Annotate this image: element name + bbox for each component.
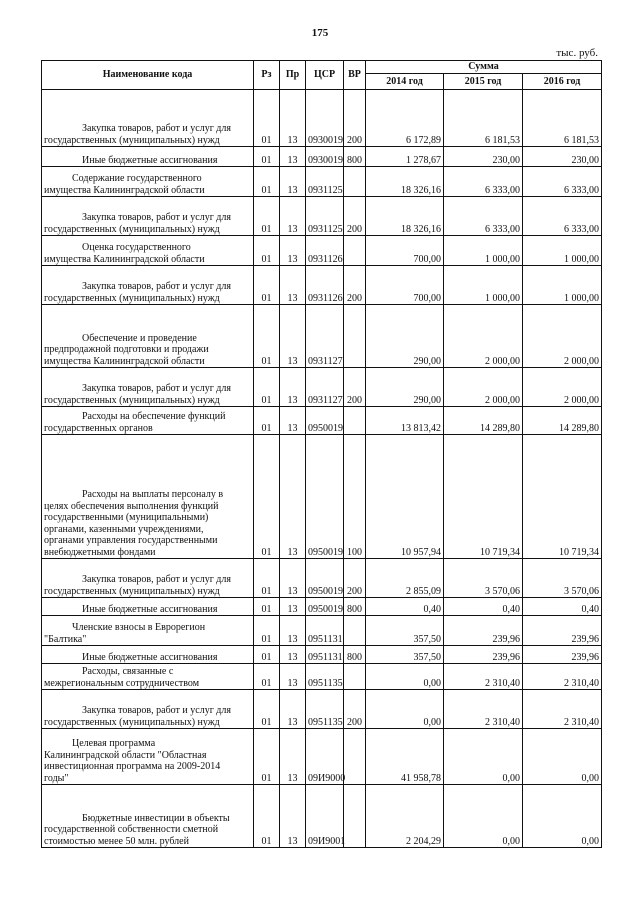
row-sum-2016: 10 719,34 [523,435,602,559]
row-name [42,729,254,785]
row-sum-2016: 2 000,00 [523,368,602,407]
row-name-line: Закупка товаров, работ и услуг для [82,705,231,716]
table-row [42,368,602,407]
row-rz: 01 [254,435,280,559]
row-sum-2014: 0,00 [366,664,444,690]
row-name-line: инвестиционная программа на 2009-2014 [44,761,221,772]
row-name-line: органами, казенными учреждениями, [44,523,204,535]
row-sum-2016: 1 000,00 [523,266,602,305]
row-sum-2015: 230,00 [444,147,523,167]
row-csr: 0931125 [306,167,344,197]
row-vr: 800 [344,147,366,167]
row-sum-2014: 2 204,29 [366,785,444,848]
row-pr: 13 [280,147,306,167]
row-sum-2016: 230,00 [523,147,602,167]
row-name [42,690,254,729]
header-csr: ЦСР [306,61,344,90]
row-rz: 01 [254,664,280,690]
page-number: 175 [311,27,329,39]
row-pr: 13 [280,435,306,559]
row-vr: 200 [344,266,366,305]
row-name-line: межрегиональным сотрудничеством [44,677,200,689]
row-sum-2014: 357,50 [366,616,444,646]
row-name [42,785,254,848]
header-2016: 2016 год [523,74,602,90]
units-label: тыс. руб. [556,47,598,59]
row-pr: 13 [280,729,306,785]
row-vr [344,664,366,690]
row-sum-2016: 239,96 [523,646,602,664]
row-vr: 200 [344,368,366,407]
row-sum-2015: 6 333,00 [444,197,523,236]
row-rz: 01 [254,616,280,646]
row-csr: 0951131 [306,616,344,646]
row-sum-2014: 0,40 [366,598,444,616]
row-sum-2014: 290,00 [366,305,444,368]
row-vr: 200 [344,90,366,147]
row-name-line: стоимостью менее 50 млн. рублей [44,835,189,847]
header-2015: 2015 год [444,74,523,90]
row-name-line: внебюджетными фондами [44,546,156,558]
header-name: Наименование кода [42,61,254,90]
row-name-line: государственных (муниципальных) нужд [44,394,220,406]
table-row [42,407,602,435]
table-row [42,664,602,690]
row-name-line: Целевая программа [72,738,156,749]
row-name-line: государственной собственности сметной [44,824,219,835]
row-sum-2014: 18 326,16 [366,167,444,197]
row-name [42,664,254,690]
row-sum-2016: 6 333,00 [523,167,602,197]
row-name [42,305,254,368]
row-sum-2015: 10 719,34 [444,435,523,559]
row-name-line: Обеспечение и проведение [82,332,197,344]
table-row [42,266,602,305]
row-csr: 0930019 [306,90,344,147]
row-sum-2015: 2 310,40 [444,690,523,729]
row-sum-2014: 41 958,78 [366,729,444,785]
row-vr [344,785,366,848]
row-sum-2016: 0,00 [523,785,602,848]
row-rz: 01 [254,167,280,197]
row-csr: 0931127 [306,305,344,368]
row-sum-2016: 2 310,40 [523,690,602,729]
table-row [42,167,602,197]
row-vr: 200 [344,690,366,729]
row-name-line: Закупка товаров, работ и услуг для [82,281,231,292]
row-pr: 13 [280,368,306,407]
row-csr: 0930019 [306,147,344,167]
row-sum-2015: 14 289,80 [444,407,523,435]
row-sum-2014: 700,00 [366,266,444,305]
row-csr: 0950019 [306,435,344,559]
row-sum-2015: 1 000,00 [444,266,523,305]
row-name-line: Иные бюджетные ассигнования [82,651,218,663]
row-pr: 13 [280,785,306,848]
row-sum-2016: 3 570,06 [523,559,602,598]
row-sum-2014: 6 172,89 [366,90,444,147]
row-sum-2015: 3 570,06 [444,559,523,598]
row-sum-2014: 2 855,09 [366,559,444,598]
row-pr: 13 [280,197,306,236]
row-sum-2016: 1 000,00 [523,236,602,266]
row-rz: 01 [254,690,280,729]
row-sum-2015: 1 000,00 [444,236,523,266]
row-csr: 0931125 [306,197,344,236]
row-name [42,368,254,407]
row-name-line: Оценка государственного [82,242,191,253]
table-row [42,785,602,848]
header-rz: Рз [254,61,280,90]
row-vr [344,407,366,435]
row-name-line: имущества Калининградской области [44,184,205,196]
row-name-line: Закупка товаров, работ и услуг для [82,574,231,585]
row-pr: 13 [280,598,306,616]
row-name-line: государственных органов [44,422,153,434]
row-pr: 13 [280,236,306,266]
row-name-line: органами управления государственными [44,535,218,546]
row-vr: 800 [344,598,366,616]
row-sum-2015: 0,00 [444,785,523,848]
row-name-line: Расходы, связанные с [82,666,174,677]
row-sum-2015: 239,96 [444,616,523,646]
row-name-line: "Балтика" [44,633,87,645]
row-pr: 13 [280,690,306,729]
row-pr: 13 [280,646,306,664]
row-csr: 0931126 [306,236,344,266]
row-rz: 01 [254,598,280,616]
row-rz: 01 [254,266,280,305]
row-sum-2016: 6 333,00 [523,197,602,236]
row-name [42,90,254,147]
row-name [42,559,254,598]
row-rz: 01 [254,236,280,266]
header-vr: ВР [344,61,366,90]
row-name-line: предпродажной подготовки и продажи [44,344,209,355]
row-sum-2014: 0,00 [366,690,444,729]
table-row [42,305,602,368]
row-rz: 01 [254,197,280,236]
row-name-line: государственных (муниципальных) нужд [44,716,220,728]
row-sum-2015: 2 000,00 [444,368,523,407]
row-name-line: государственных (муниципальных) нужд [44,134,220,146]
row-pr: 13 [280,90,306,147]
row-csr: 0931127 [306,368,344,407]
row-name-line: Расходы на обеспечение функций [82,411,226,422]
row-vr: 200 [344,197,366,236]
row-pr: 13 [280,559,306,598]
row-name [42,646,254,664]
row-name-line: Калининградской области "Областная [44,749,207,761]
row-name-line: Закупка товаров, работ и услуг для [82,123,231,134]
row-rz: 01 [254,559,280,598]
table-row [42,559,602,598]
table-row [42,646,602,664]
row-name-line: Содержание государственного [72,173,202,184]
row-rz: 01 [254,729,280,785]
row-sum-2016: 6 181,53 [523,90,602,147]
row-sum-2014: 357,50 [366,646,444,664]
row-vr [344,167,366,197]
row-pr: 13 [280,616,306,646]
row-sum-2016: 14 289,80 [523,407,602,435]
row-rz: 01 [254,646,280,664]
row-rz: 01 [254,407,280,435]
row-sum-2015: 6 181,53 [444,90,523,147]
row-vr [344,236,366,266]
row-sum-2014: 18 326,16 [366,197,444,236]
row-rz: 01 [254,785,280,848]
row-rz: 01 [254,90,280,147]
row-sum-2016: 0,00 [523,729,602,785]
table-row [42,729,602,785]
table-row [42,147,602,167]
row-name-line: целях обеспечения выполнения функций [44,500,219,512]
row-sum-2014: 13 813,42 [366,407,444,435]
header-pr: Пр [280,61,306,90]
row-name-line: годы" [44,772,69,784]
row-pr: 13 [280,167,306,197]
row-sum-2015: 239,96 [444,646,523,664]
row-sum-2015: 2 310,40 [444,664,523,690]
row-sum-2015: 0,00 [444,729,523,785]
row-vr: 800 [344,646,366,664]
row-sum-2014: 700,00 [366,236,444,266]
row-csr: 0951135 [306,664,344,690]
row-csr: 0951131 [306,646,344,664]
row-csr: 0951135 [306,690,344,729]
row-sum-2016: 239,96 [523,616,602,646]
row-pr: 13 [280,305,306,368]
row-name [42,266,254,305]
row-name-line: имущества Калининградской области [44,355,205,367]
row-sum-2015: 2 000,00 [444,305,523,368]
table-row [42,90,602,147]
row-sum-2016: 2 000,00 [523,305,602,368]
row-name [42,616,254,646]
table-row [42,690,602,729]
row-rz: 01 [254,305,280,368]
row-vr: 200 [344,559,366,598]
budget-table [41,60,602,848]
row-name-line: Закупка товаров, работ и услуг для [82,212,231,223]
row-name [42,598,254,616]
row-sum-2014: 290,00 [366,368,444,407]
row-name [42,236,254,266]
row-vr [344,729,366,785]
table-row [42,598,602,616]
row-pr: 13 [280,407,306,435]
row-csr: 0950019 [306,598,344,616]
row-sum-2016: 2 310,40 [523,664,602,690]
header-sum: Сумма [366,61,602,74]
row-pr: 13 [280,664,306,690]
table-row [42,197,602,236]
row-name-line: Членские взносы в Еврорегион [72,622,206,633]
row-name-line: Закупка товаров, работ и услуг для [82,383,231,394]
row-pr: 13 [280,266,306,305]
row-sum-2014: 10 957,94 [366,435,444,559]
row-sum-2015: 6 333,00 [444,167,523,197]
row-name-line: Иные бюджетные ассигнования [82,603,218,615]
row-name-line: имущества Калининградской области [44,253,205,265]
row-csr: 0931126 [306,266,344,305]
row-vr [344,616,366,646]
row-name-line: государственных (муниципальных) нужд [44,223,220,235]
row-sum-2015: 0,40 [444,598,523,616]
row-csr: 09И9000 [306,729,344,785]
row-name [42,407,254,435]
table-row [42,435,602,559]
row-name-line: Бюджетные инвестиции в объекты [82,812,230,824]
table-row [42,616,602,646]
row-csr: 0950019 [306,559,344,598]
row-name [42,197,254,236]
header-2014: 2014 год [366,74,444,90]
row-rz: 01 [254,368,280,407]
row-csr: 09И9001 [306,785,344,848]
row-name-line: Иные бюджетные ассигнования [82,154,218,166]
table-body [42,90,602,848]
row-name-line: государственными (муниципальными) [44,512,209,523]
row-csr: 0950019 [306,407,344,435]
row-sum-2016: 0,40 [523,598,602,616]
row-name-line: Расходы на выплаты персоналу в [82,489,224,500]
row-vr [344,305,366,368]
row-name [42,167,254,197]
row-vr: 100 [344,435,366,559]
row-name-line: государственных (муниципальных) нужд [44,585,220,597]
row-name [42,147,254,167]
table-row [42,236,602,266]
row-rz: 01 [254,147,280,167]
row-name [42,435,254,559]
row-name-line: государственных (муниципальных) нужд [44,292,220,304]
row-sum-2014: 1 278,67 [366,147,444,167]
